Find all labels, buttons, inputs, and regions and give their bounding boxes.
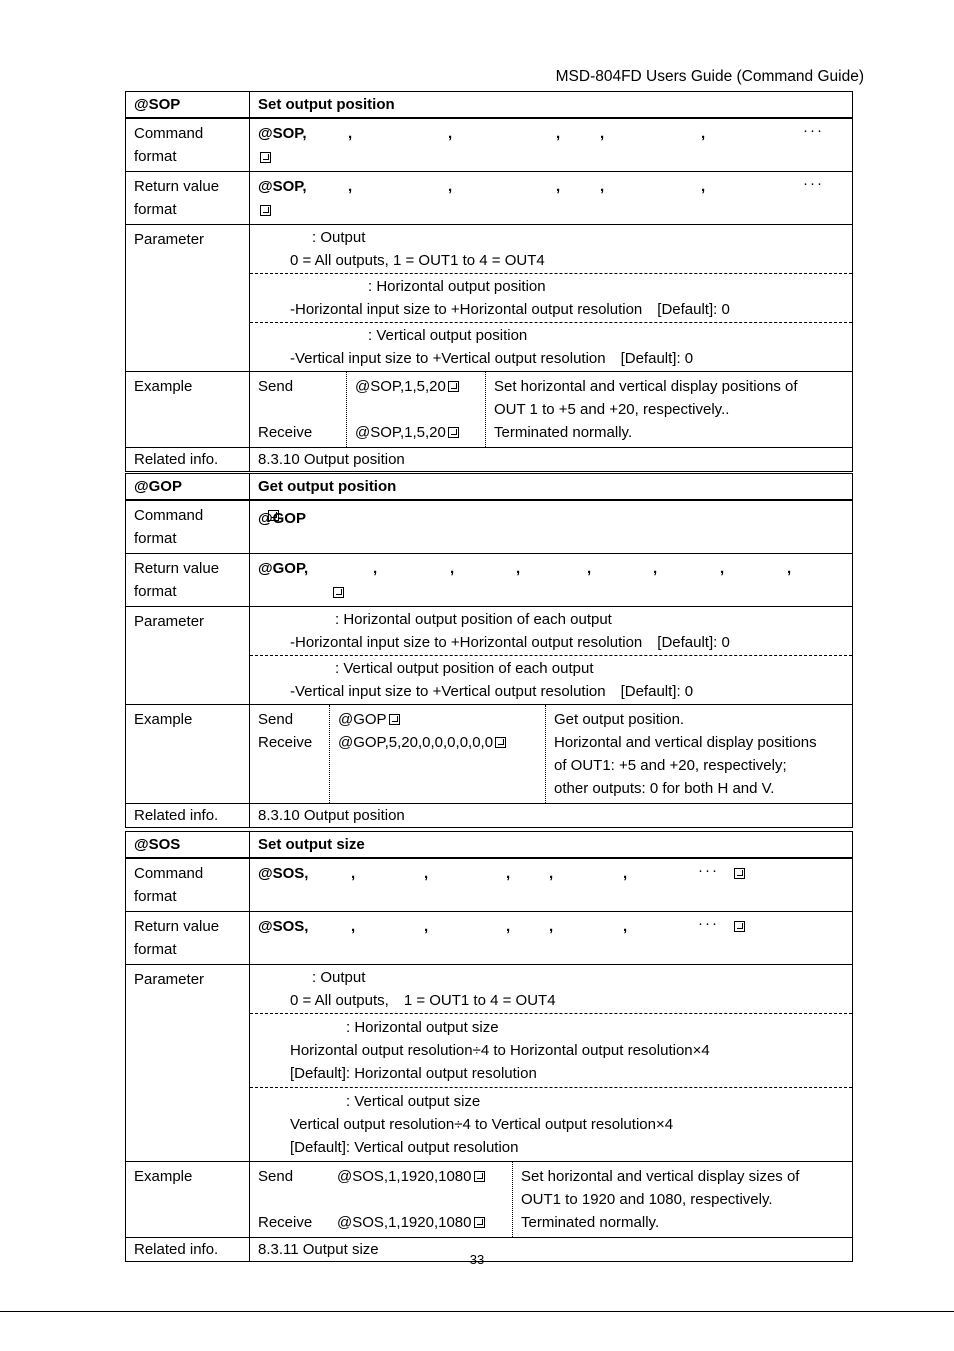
- gop-parameters: [250, 607, 852, 704]
- gop-param-horizontal: : Horizontal output position of each output -Horizontal input size to +Horizontal output resolution [Default]: 0: [290, 611, 730, 651]
- carriage-return-icon: [331, 581, 344, 604]
- command-format-label: Command format: [126, 119, 250, 171]
- sop-title: Set output position: [258, 96, 395, 113]
- gop-title: Get output position: [258, 478, 397, 495]
- page-number: 33: [469, 1252, 485, 1267]
- sop-send-command: @SOP,1,5,20: [355, 375, 477, 398]
- related-label: Related info.: [126, 804, 250, 827]
- example-label: Example: [126, 705, 250, 803]
- sos-command-format-row: [126, 858, 852, 911]
- gop-command-table: [125, 473, 853, 828]
- sop-related-row: [126, 447, 852, 471]
- sop-param-horizontal: : Horizontal output position -Horizontal input size to +Horizontal output resolution [Default]: 0: [250, 273, 852, 322]
- sos-header-row: [126, 832, 852, 858]
- gop-command-format-row: [126, 500, 852, 553]
- gop-return-format: @GOP, , , , , , , ,: [250, 554, 852, 600]
- gop-related-info: 8.3.10 Output position: [258, 807, 405, 824]
- parameter-label: Parameter: [126, 607, 250, 704]
- sos-command-table: [125, 831, 853, 1262]
- command-format-label: Command format: [126, 859, 250, 911]
- carriage-return-icon: [268, 510, 279, 521]
- footer-divider: [0, 1311, 954, 1312]
- sos-return-format: @SOS, , , , , , ···: [250, 912, 852, 958]
- carriage-return-icon: [474, 1217, 485, 1228]
- sop-param-output: : Output 0 = All outputs, 1 = OUT1 to 4 = OUT4: [290, 229, 545, 269]
- sos-parameters: [250, 965, 852, 1161]
- gop-related-row: [126, 803, 852, 827]
- gop-command-format: @GOP: [258, 510, 306, 527]
- sos-name: @SOS: [126, 832, 250, 857]
- gop-header-row: [126, 474, 852, 500]
- gop-send-command: @GOP: [338, 708, 537, 731]
- carriage-return-icon: [732, 915, 745, 938]
- sos-example: Send Receive @SOS,1,1920,1080 @SOS,1,1920,1080 Set horizontal and vertical display sizes of OUT1 to 1920 and 1080, respectively. Terminated normally.: [250, 1162, 852, 1237]
- parameter-label: Parameter: [126, 225, 250, 371]
- sos-command-format: @SOS, , , , , , ···: [250, 859, 852, 905]
- return-format-label: Return value format: [126, 912, 250, 964]
- return-format-label: Return value format: [126, 554, 250, 606]
- related-label: Related info.: [126, 1238, 250, 1261]
- related-label: Related info.: [126, 448, 250, 471]
- parameter-label: Parameter: [126, 965, 250, 1161]
- sos-return-format-row: [126, 911, 852, 964]
- carriage-return-icon: [389, 714, 400, 725]
- command-format-label: Command format: [126, 501, 250, 553]
- carriage-return-icon: [448, 427, 459, 438]
- sop-parameter-row: [126, 224, 852, 371]
- sop-return-format: @SOP, , , , , , ···: [250, 172, 852, 218]
- sop-parameters: [250, 225, 852, 371]
- gop-receive-command: @GOP,5,20,0,0,0,0,0,0: [338, 731, 537, 754]
- gop-name: @GOP: [126, 474, 250, 499]
- sos-param-vertical: : Vertical output size Vertical output resolution÷4 to Vertical output resolution×4 [Default]: Vertical output resolution: [250, 1087, 852, 1161]
- sos-related-info: 8.3.11 Output size: [258, 1241, 379, 1258]
- sop-name: @SOP: [126, 92, 250, 117]
- sop-command-format: @SOP, , , , , , ···: [250, 119, 852, 165]
- carriage-return-icon: [258, 199, 271, 222]
- example-label: Example: [126, 1162, 250, 1237]
- sop-param-vertical: : Vertical output position -Vertical input size to +Vertical output resolution [Default]: 0: [250, 322, 852, 371]
- sos-example-row: [126, 1161, 852, 1237]
- gop-example-row: [126, 704, 852, 803]
- sop-command-format-row: [126, 118, 852, 171]
- sos-param-horizontal: : Horizontal output size Horizontal output resolution÷4 to Horizontal output resolution×4 [Default]: Horizontal output resolution: [250, 1013, 852, 1087]
- sos-send-command: @SOS,1,1920,1080: [337, 1165, 504, 1188]
- carriage-return-icon: [474, 1171, 485, 1182]
- gop-example: Send Receive @GOP @GOP,5,20,0,0,0,0,0,0 Get output position. Horizontal and vertical display positions of OUT1: +5 and +20, respectively; other outputs: 0 for both H and V.: [250, 705, 852, 803]
- sop-example: Send Receive @SOP,1,5,20 @SOP,1,5,20 Set horizontal and vertical display positions of OUT 1 to +5 and +20, respectively.. Terminated normally.: [250, 372, 852, 447]
- gop-param-vertical: : Vertical output position of each output -Vertical input size to +Vertical output resolution [Default]: 0: [250, 655, 852, 704]
- return-format-label: Return value format: [126, 172, 250, 224]
- carriage-return-icon: [448, 381, 459, 392]
- sop-related-info: 8.3.10 Output position: [258, 451, 405, 468]
- example-label: Example: [126, 372, 250, 447]
- sos-param-output: : Output 0 = All outputs, 1 = OUT1 to 4 = OUT4: [290, 969, 556, 1009]
- carriage-return-icon: [258, 146, 271, 169]
- sop-receive-command: @SOP,1,5,20: [355, 421, 477, 444]
- carriage-return-icon: [732, 862, 745, 885]
- sop-command-table: [125, 91, 853, 472]
- sos-receive-command: @SOS,1,1920,1080: [337, 1211, 504, 1234]
- document-header: MSD-804FD Users Guide (Command Guide): [555, 68, 864, 85]
- gop-return-format-row: [126, 553, 852, 606]
- sop-return-format-row: [126, 171, 852, 224]
- sos-parameter-row: [126, 964, 852, 1161]
- sos-title: Set output size: [258, 836, 365, 853]
- sop-example-row: [126, 371, 852, 447]
- carriage-return-icon: [495, 737, 506, 748]
- sop-header-row: [126, 92, 852, 118]
- gop-parameter-row: [126, 606, 852, 704]
